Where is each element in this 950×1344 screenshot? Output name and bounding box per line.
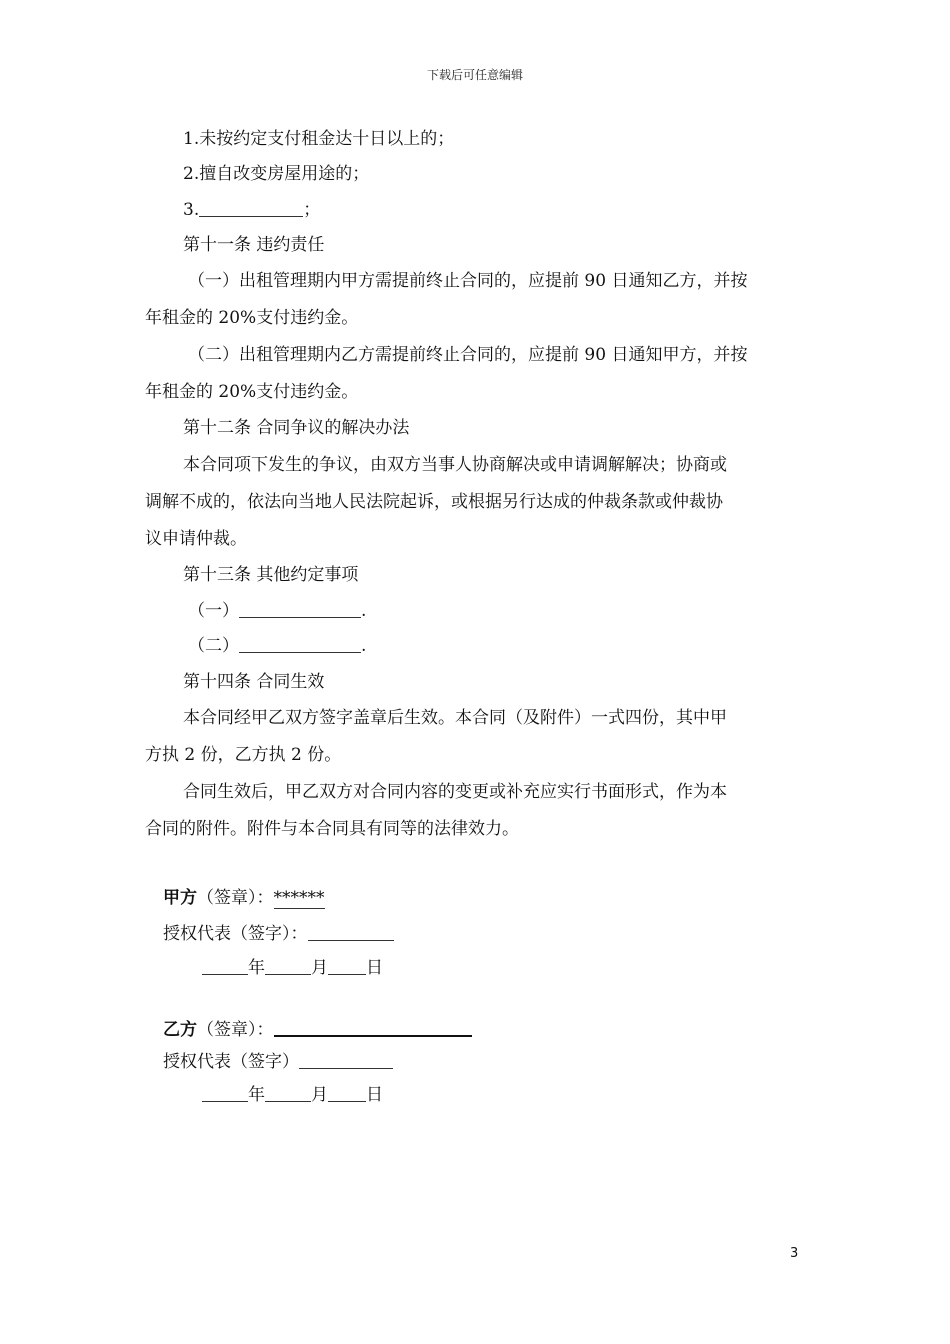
clause-item-3 [183,199,320,221]
party-b-rep-field[interactable] [299,1051,393,1069]
article-13-item1 [188,600,366,622]
article-11-para1-line2: 年租金的 20%支付违约金。 [145,308,359,328]
article-13-item2-end: . [361,636,367,656]
article-14-para1-line1: 本合同经甲乙双方签字盖章后生效。本合同（及附件）一式四份，其中甲 [183,708,727,728]
party-a-label: 甲方 [163,888,197,908]
party-b-rep-line [163,1051,393,1073]
party-a-rep-line [163,923,394,945]
article-14-para2-line1: 合同生效后，甲乙双方对合同内容的变更或补充应实行书面形式，作为本 [183,782,727,802]
party-b-label: 乙方 [163,1020,197,1040]
article-11-para1-line1: （一）出租管理期内甲方需提前终止合同的，应提前 90 日通知乙方，并按 [188,271,748,291]
party-b-month-label: 月 [311,1085,328,1105]
article-13-item2 [188,635,366,657]
clause-item-1: 1.未按约定支付租金达十日以上的； [183,129,455,149]
clause-item-3-suffix: ； [303,200,321,220]
article-11-para2-line1: （二）出租管理期内乙方需提前终止合同的，应提前 90 日通知甲方，并按 [188,345,748,365]
article-11-title: 第十一条 违约责任 [183,235,325,255]
party-a-name: ****** [273,888,325,908]
party-a-day-field[interactable] [328,957,366,975]
party-a-month-label: 月 [311,958,328,978]
party-b-seal-line [163,1018,472,1041]
party-b-rep-label: 授权代表（签字） [163,1052,299,1072]
article-12-para-line2: 调解不成的，依法向当地人民法院起诉，或根据另行达成的仲裁条款或仲裁协 [145,492,723,512]
party-a-date-line [202,957,383,979]
article-14-para2-line2: 合同的附件。附件与本合同具有同等的法律效力。 [145,819,519,839]
article-11-para2-line2: 年租金的 20%支付违约金。 [145,382,359,402]
party-b-month-field[interactable] [265,1084,311,1102]
party-b-day-field[interactable] [328,1084,366,1102]
clause-item-3-prefix: 3. [183,200,200,220]
party-a-year-label: 年 [248,958,265,978]
party-a-seal-line [163,887,325,909]
page-number: 3 [790,1246,799,1261]
article-12-title: 第十二条 合同争议的解决办法 [183,418,410,438]
party-b-year-field[interactable] [202,1084,248,1102]
party-a-month-field[interactable] [265,957,311,975]
article-12-para-line3: 议申请仲裁。 [145,529,247,549]
article-14-title: 第十四条 合同生效 [183,672,325,692]
page-header: 下载后可任意编辑 [426,68,523,82]
party-b-seal-label: （签章）： [197,1020,274,1040]
article-13-title: 第十三条 其他约定事项 [183,565,359,585]
party-a-rep-field[interactable] [308,923,394,941]
blank-field[interactable] [239,635,361,653]
article-12-para-line1: 本合同项下发生的争议，由双方当事人协商解决或申请调解解决；协商或 [183,455,727,475]
party-b-day-label: 日 [366,1085,383,1105]
article-13-item1-end: . [361,601,367,621]
party-a-rep-label: 授权代表（签字）： [163,924,308,944]
article-14-para1-line2: 方执 2 份，乙方执 2 份。 [145,745,342,765]
blank-field[interactable] [239,600,361,618]
party-b-date-line [202,1084,383,1106]
party-b-year-label: 年 [248,1085,265,1105]
article-13-item2-label: （二） [188,636,239,656]
party-a-seal-label: （签章）： [197,888,274,908]
party-b-name-field[interactable] [274,1018,472,1037]
blank-field[interactable] [199,199,303,217]
clause-item-2: 2.擅自改变房屋用途的； [183,164,370,184]
article-13-item1-label: （一） [188,601,239,621]
party-a-year-field[interactable] [202,957,248,975]
party-a-day-label: 日 [366,958,383,978]
